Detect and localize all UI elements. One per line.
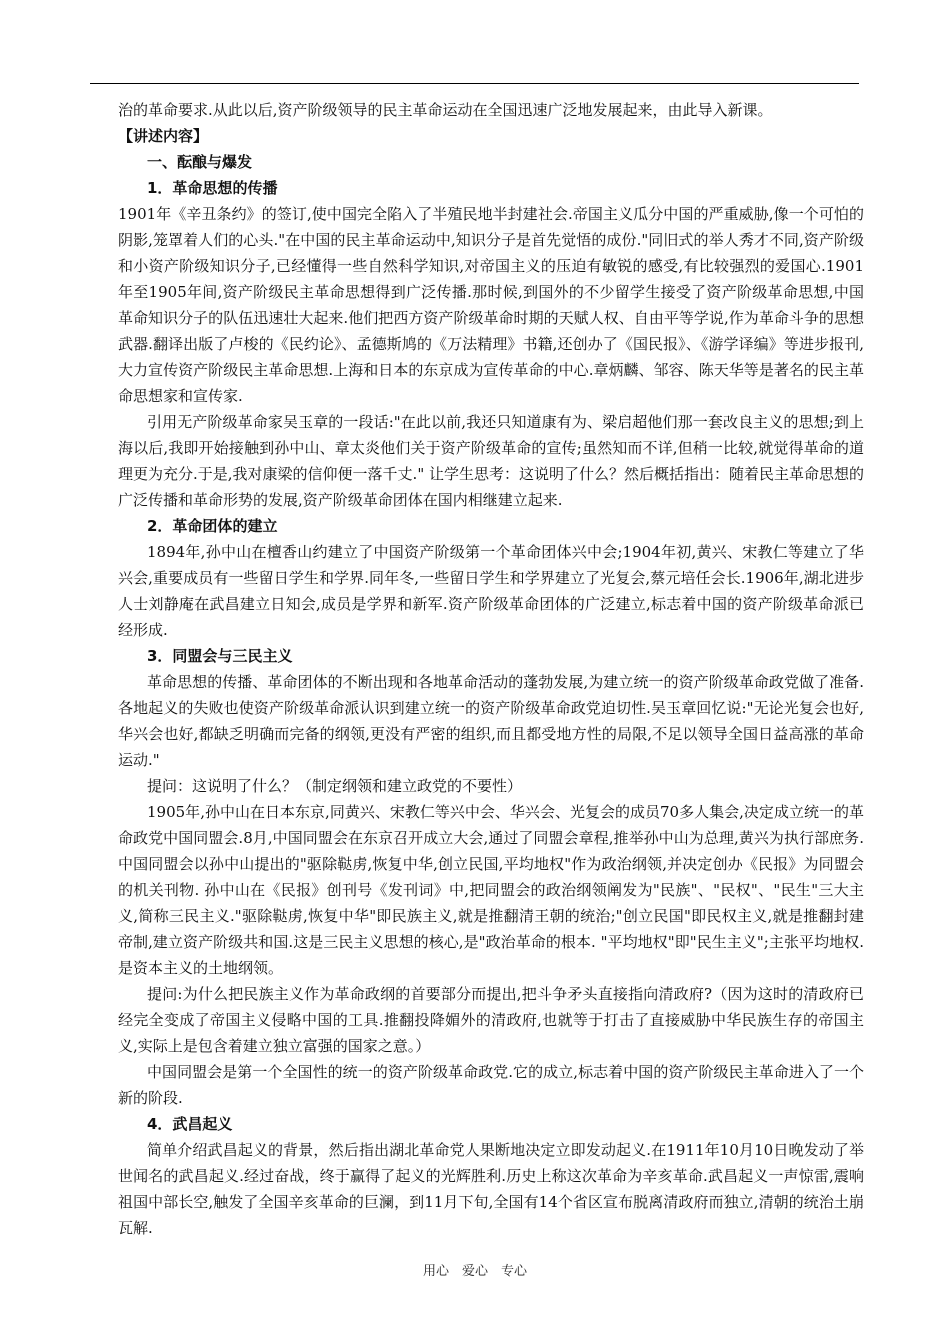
paragraph: 1905年,孙中山在日本东京,同黄兴、宋教仁等兴中会、华兴会、光复会的成员70多人集会,决定成立统一的革命政党中国同盟会.8月,中国同盟会在东京召开成立大会,通过了同盟会章程,推举孙中山为总理,黄兴为执行部庶务.中国同盟会以孙中山提出的"驱除鞑虏,恢复中华,创立民国,平均地权"作为政治纲领,并决定创办《民报》为同盟会的机关刊物. 孙中山在《民报》创刊号《发刊词》中,把同盟会的政治纲领阐发为"民族"、"民权"、"民生"三大主义,简称三民主义."驱除鞑虏,恢复中华"即民族主义,就是推翻清王朝的统治;"创立民国"即民权主义,就是推翻封建帝制,建立资产阶级共和国.这是三民主义思想的核心,是"政治革命的根本. "平均地权"即"民生主义";主张平均地权.是资本主义的土地纲领。 [118,803,864,977]
page-footer: 用心 爱心 专心 [422,1264,527,1279]
subsection-heading: 1．革命思想的传播 [147,179,278,197]
paragraph: 革命思想的传播、革命团体的不断出现和各地革命活动的蓬勃发展,为建立统一的资产阶级革命政党做了准备.各地起义的失败也使资产阶级革命派认识到建立统一的资产阶级革命政党迫切性.吴玉章回忆说:"无论光复会也好,华兴会也好,都缺乏明确而完备的纲领,更没有严密的组织,而且都受地方性的局限,不足以领导全国日益高涨的革命运动." [118,673,864,769]
section-heading: 一、酝酿与爆发 [147,153,253,171]
subsection-heading: 2．革命团体的建立 [147,517,278,535]
paragraph: 1894年,孙中山在檀香山约建立了中国资产阶级第一个革命团体兴中会;1904年初,黄兴、宋教仁等建立了华兴会,重要成员有一些留日学生和学界.同年冬,一些留日学生和学界建立了光复会,蔡元培任会长.1906年,湖北进步人士刘静庵在武昌建立日知会,成员是学界和新军.资产阶级革命团体的广泛建立,标志着中国的资产阶级革命派已经形成. [118,543,864,639]
subsection-heading: 3．同盟会与三民主义 [147,647,293,665]
paragraph: 1901年《辛丑条约》的签订,使中国完全陷入了半殖民地半封建社会.帝国主义瓜分中国的严重威胁,像一个可怕的阴影,笼罩着人们的心头."在中国的民主革命运动中,知识分子是首先觉悟的成份."同旧式的举人秀才不同,资产阶级和小资产阶级知识分子,已经懂得一些自然科学知识,对帝国主义的压迫有敏锐的感受,有比较强烈的爱国心.1901年至1905年间,资产阶级民主革命思想得到广泛传播.那时候,到国外的不少留学生接受了资产阶级革命思想,中国革命知识分子的队伍迅速壮大起来.他们把西方资产阶级革命时期的天赋人权、自由平等学说,作为革命斗争的思想武器.翻译出版了卢梭的《民约论》、孟德斯鸠的《万法精理》书籍,还创办了《国民报》、《游学译编》等进步报刊,大力宣传资产阶级民主革命思想.上海和日本的东京成为宣传革命的中心.章炳麟、邹容、陈天华等是著名的民主革命思想家和宣传家. [118,205,864,405]
paragraph: 治的革命要求.从此以后,资产阶级领导的民主革命运动在全国迅速广泛地发展起来，由此导入新课。 [118,101,773,119]
paragraph: 引用无产阶级革命家吴玉章的一段话:"在此以前,我还只知道康有为、梁启超他们那一套改良主义的思想;到上海以后,我即开始接触到孙中山、章太炎他们关于资产阶级革命的宣传;虽然知而不详,但稍一比较,就觉得革命的道理更为充分.于是,我对康梁的信仰便一落千丈." 让学生思考：这说明了什么？然后概括指出：随着民主革命思想的广泛传播和革命形势的发展,资产阶级革命团体在国内相继建立起来. [118,413,864,509]
paragraph: 提问:为什么把民族主义作为革命政纲的首要部分而提出,把斗争矛头直接指向清政府?（因为这时的清政府已经完全变成了帝国主义侵略中国的工具.推翻投降媚外的清政府,也就等于打击了直接威胁中华民族生存的帝国主义,实际上是包含着建立独立富强的国家之意。） [118,985,864,1055]
paragraph: 提问：这说明了什么？（制定纲领和建立政党的不要性） [147,777,523,795]
section-heading: 【讲述内容】 [118,127,209,145]
subsection-heading: 4．武昌起义 [147,1115,233,1133]
document-body [118,97,864,1241]
header-rule [90,83,859,84]
paragraph: 简单介绍武昌起义的背景，然后指出湖北革命党人果断地决定立即发动起义.在1911年10月10日晚发动了举世闻名的武昌起义.经过奋战，终于赢得了起义的光辉胜利.历史上称这次革命为辛亥革命.武昌起义一声惊雷,震响祖国中部长空,触发了全国辛亥革命的巨澜，到11月下旬,全国有14个省区宣布脱离清政府而独立,清朝的统治土崩瓦解. [118,1141,864,1237]
paragraph: 中国同盟会是第一个全国性的统一的资产阶级革命政党.它的成立,标志着中国的资产阶级民主革命进入了一个新的阶段. [118,1063,864,1107]
